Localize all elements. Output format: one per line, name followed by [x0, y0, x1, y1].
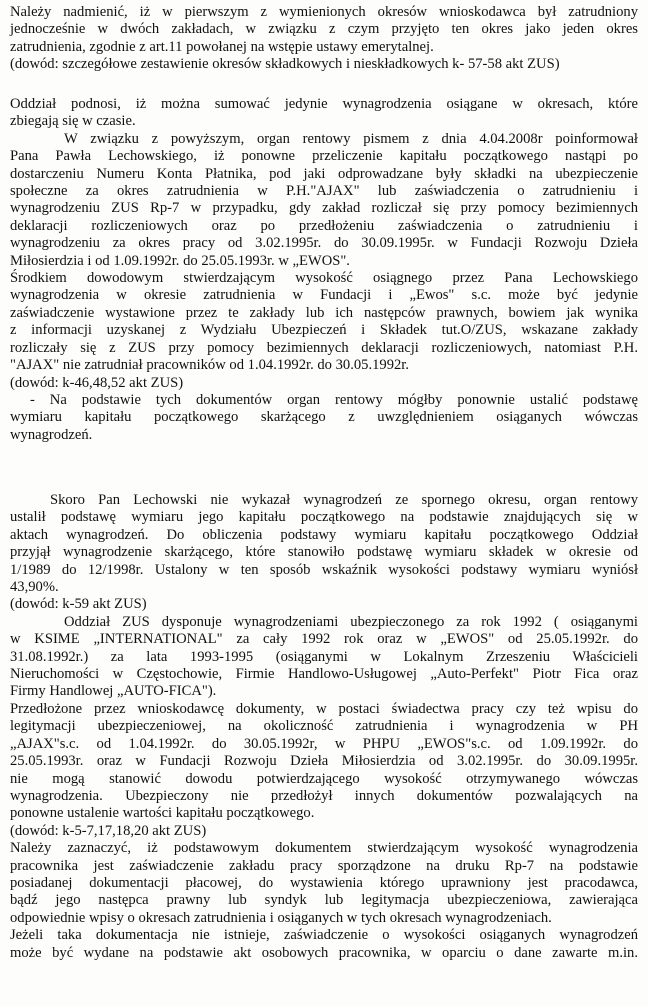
text-line: aktach wynagrodzeń. Do obliczenia podstawy wymiaru kapitału początkowego Oddział — [10, 526, 638, 543]
text-line: zbiegają się w czasie. — [10, 113, 136, 130]
text-line: 1/1989 do 12/1998r. Ustalony w ten sposób wskaźnik wysokości podstawy wymiaru wyniósł — [10, 561, 638, 578]
text-line: bądź jego następca prawny lub syndyk lub legitymacja ubezpieczeniowa, zawierająca — [10, 892, 638, 909]
text-line: wynagrodzeniu za okres pracy od 3.02.1995r. do 30.09.1995r. w Fundacji Rozwoju Dzieła — [10, 235, 638, 252]
text-line: rozliczały się z ZUS przy pomocy bezimiennych deklaracji rozliczeniowych, natomiast P.H. — [10, 339, 638, 356]
text-line: Nieruchomości w Częstochowie, Firmie Handlowo-Usługowej „Auto-Perfekt" Piotr Fica oraz — [10, 666, 638, 683]
text-line: ustalił podstawę wymiaru jego kapitału początkowego na podstawie znajdujących się w — [10, 509, 638, 526]
text-line: ponowne ustalenie wartości kapitału początkowego. — [10, 805, 315, 822]
text-line: Oddział ZUS dysponuje wynagrodzeniami ubezpieczonego za rok 1992 ( osiąganymi — [64, 613, 638, 630]
text-line: dostarczeniu Numeru Konta Płatnika, pod jaki odprowadzane były składki na ubezpieczenie — [10, 165, 638, 182]
text-line: Przedłożone przez wnioskodawcę dokumenty, w postaci świadectwa pracy czy też wpisu do — [10, 700, 638, 717]
text-line: wynagrodzeniu ZUS Rp-7 w przypadku, gdy zakład rozliczał się przy pomocy bezimiennych — [10, 200, 638, 217]
text-line: posiadanej dokumentacji płacowej, do wystawienia którego uprawniony jest pracodawca, — [10, 874, 638, 891]
text-line: wynagrodzenia. Ubezpieczony nie przedłożył innych dokumentów pozwalających na — [10, 787, 638, 804]
text-line: deklaracji rozliczeniowych oraz po przedłożeniu zaświadczenia o zatrudnieniu i — [10, 217, 638, 234]
text-line: Należy zaznaczyć, iż podstawowym dokumentem stwierdzającym wysokość wynagrodzenia — [10, 840, 638, 857]
text-line: (dowód: k-59 akt ZUS) — [10, 596, 147, 613]
text-line: Należy nadmienić, iż w pierwszym z wymienionych okresów wnioskodawca był zatrudniony — [10, 4, 638, 20]
text-line: pracownika jest zaświadczenie zakładu pracy sporządzone na druku Rp-7 na podstawie — [10, 857, 638, 874]
text-line: Oddział podnosi, iż można sumować jedynie wynagrodzenia osiągane w okresach, które — [10, 96, 638, 112]
text-line: jednocześnie w dwóch zakładach, w związku z czym przyjęto ten okres jako jeden okres — [10, 21, 638, 38]
text-line: W związku z powyższym, organ rentowy pismem z dnia 4.04.2008r poinformował — [64, 130, 638, 147]
text-line: Pana Pawła Lechowskiego, iż ponowne przeliczenie kapitału początkowego nastąpi po — [10, 148, 638, 165]
text-line: - Na podstawie tych dokumentów organ rentowy mógłby ponownie ustalić podstawę — [30, 391, 638, 408]
text-line: Skoro Pan Lechowski nie wykazał wynagrodzeń ze spornego okresu, organ rentowy — [50, 492, 638, 508]
text-line: zaświadczenie wystawione przez te zakłady lub ich następców prawnych, bowiem jak wynika — [10, 304, 638, 321]
text-line: 43,90%. — [10, 579, 59, 596]
text-line: Środkiem dowodowym stwierdzającym wysokość osiągnego przez Pana Lechowskiego — [10, 270, 638, 287]
text-line: może być wydane na podstawie akt osobowych pracownika, w oparciu o dane zawarte m.in. — [10, 944, 638, 961]
text-line: wymiaru kapitału początkowego skarżącego z uwzględnieniem osiąganych wówczas — [10, 409, 638, 426]
text-line: odpowiednie wpisy o okresach zatrudnienia i osiąganych w tych okresach wynagrodzeniach. — [10, 909, 552, 926]
text-line: Miłosierdzia i od 1.09.1992r. do 25.05.1993r. w „EWOS". — [10, 252, 350, 269]
text-line: Jeżeli taka dokumentacja nie istnieje, zaświadczenie o wysokości osiąganych wynagrodzeń — [10, 927, 638, 944]
text-line: (dowód: szczegółowe zestawienie okresów składkowych i nieskładkowych k- 57-58 akt ZUS) — [10, 56, 560, 73]
text-line: "AJAX" nie zatrudniał pracowników od 1.04.1992r. do 30.05.1992r. — [10, 357, 409, 374]
text-line: wynagrodzeń. — [10, 426, 93, 443]
text-line: 25.05.1993r. oraz w Fundacji Rozwoju Dzieła Miłosierdzia od 3.02.1995r. do 30.09.1995r. — [10, 753, 638, 770]
text-line: zatrudnienia, zgodnie z art.11 powołanej na wstępie ustawy emerytalnej. — [10, 38, 434, 55]
text-line: w KSIME „INTERNATIONAL" za cały 1992 rok oraz w „EWOS" od 25.05.1992r. do — [10, 631, 638, 648]
text-line: przyjął wynagrodzenie skarżącego, które stanowiło podstawę wymiaru składek w okresie od — [10, 544, 638, 561]
text-line: Firmy Handlowej „AUTO-FICA"). — [10, 683, 217, 700]
text-line: 31.08.1992r.) za lata 1993-1995 (osiąganymi w Lokalnym Zrzeszeniu Właścicieli — [10, 648, 638, 665]
text-line: (dowód: k-46,48,52 akt ZUS) — [10, 374, 184, 391]
paragraph-zus-notice — [10, 96, 638, 444]
paragraph-employment-note — [10, 4, 638, 74]
paragraph-calculation-basis — [10, 492, 638, 962]
text-line: wynagrodzenia w okresie zatrudnienia w Fundacji i „Ewos" s.c. może być jedynie — [10, 287, 638, 304]
text-line: z informacji uzyskanej z Wydziału Ubezpieczeń i Składek tut.O/ZUS, wskazane zakłady — [10, 322, 638, 339]
text-line: (dowód: k-5-7,17,18,20 akt ZUS) — [10, 822, 207, 839]
text-line: legitymacji ubezpieczeniowej, na okoliczność zatrudnienia i wynagrodzenia w PH — [10, 718, 638, 735]
text-line: nie mogą stanowić dowodu potwierdzającego wysokość otrzymywanego wówczas — [10, 770, 638, 787]
text-line: społeczne za okres zatrudnienia w P.H."AJAX" lub zaświadczenia o zatrudnieniu i — [10, 183, 638, 200]
text-line: „AJAX"s.c. od 1.04.1992r. do 30.05.1992r, w PHPU „EWOS"s.c. od 1.09.1992r. do — [10, 735, 638, 752]
